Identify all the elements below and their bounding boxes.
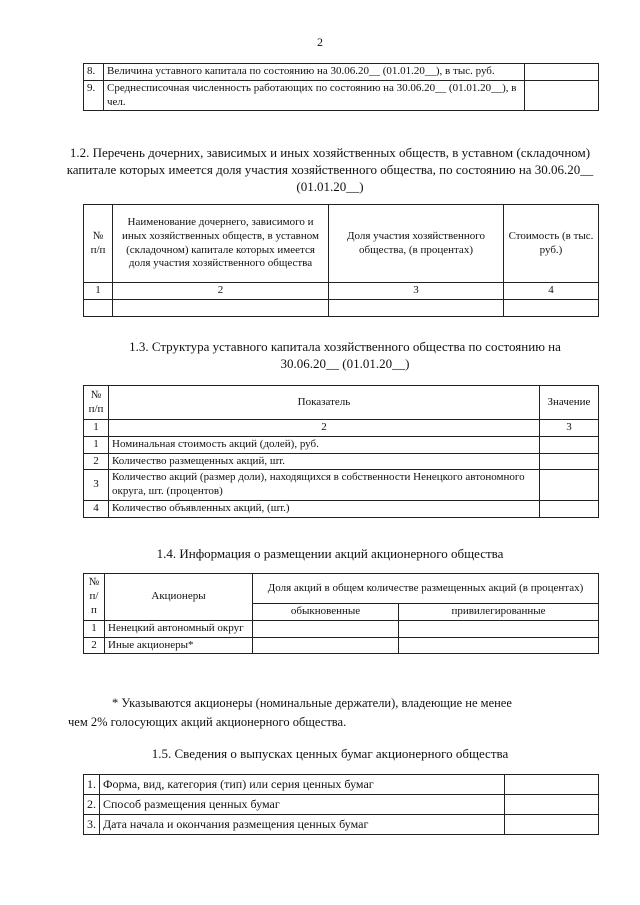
empty-cell (113, 299, 329, 316)
header-shareholders: Акционеры (105, 574, 253, 621)
page-number: 2 (317, 35, 323, 49)
empty-cell (329, 299, 504, 316)
table-row (84, 637, 599, 654)
row-label: Форма, вид, категория (тип) или серия ценных бумаг (100, 775, 505, 795)
column-number: 2 (109, 420, 540, 437)
row-preferred (399, 620, 599, 637)
table-row (84, 500, 599, 517)
row-value (525, 80, 599, 111)
header-row (84, 574, 599, 604)
footnote-line: * Указываются акционеры (номинальные держатели), владеющие не менее (112, 696, 512, 710)
column-number-row (84, 420, 599, 437)
row-label: Количество объявленных акций, (шт.) (109, 500, 540, 517)
row-label: Среднесписочная численность работающих по состоянию на 30.06.20__ (01.01.20__), в чел. (104, 80, 525, 111)
section-1-5-heading: 1.5. Сведения о выпусках ценных бумаг акционерного общества (151, 746, 509, 761)
row-number: 8. (84, 64, 104, 81)
header-preferred: привилегированные (399, 604, 599, 621)
row-preferred (399, 637, 599, 654)
row-number: 2 (84, 453, 109, 470)
column-number: 1 (84, 283, 113, 300)
header-num: № п/п (84, 574, 105, 621)
row-value (540, 436, 599, 453)
column-number: 2 (113, 283, 329, 300)
header-ordinary: обыкновенные (253, 604, 399, 621)
header-row (84, 205, 599, 283)
table-row (84, 470, 599, 501)
row-value (505, 815, 599, 835)
column-number: 3 (329, 283, 504, 300)
table-row (84, 64, 599, 81)
footnote (68, 694, 598, 732)
header-name: Наименование дочернего, зависимого и иных хозяйственных обществ, в уставном (складочном) капитале которых имеется доля участия хозяйственного общества (113, 205, 329, 283)
header-share-group: Доля акций в общем количестве размещенных акций (в процентах) (253, 574, 599, 604)
header-num: № п/п (84, 386, 109, 420)
row-value (505, 795, 599, 815)
table-row (84, 453, 599, 470)
header-value: Стоимость (в тыс. руб.) (504, 205, 599, 283)
table-row (84, 795, 599, 815)
table-row (84, 775, 599, 795)
row-number: 2. (84, 795, 100, 815)
row-label: Ненецкий автономный округ (105, 620, 253, 637)
row-label: Номинальная стоимость акций (долей), руб. (109, 436, 540, 453)
header-indicator: Показатель (109, 386, 540, 420)
section-1-4-heading: 1.4. Информация о размещении акций акционерного общества (156, 546, 504, 561)
row-number: 3 (84, 470, 109, 501)
row-label: Иные акционеры* (105, 637, 253, 654)
row-number: 1. (84, 775, 100, 795)
row-value (540, 470, 599, 501)
header-share: Доля участия хозяйственного общества, (в процентах) (329, 205, 504, 283)
row-number: 3. (84, 815, 100, 835)
row-number: 1 (84, 436, 109, 453)
row-value (525, 64, 599, 81)
row-label: Величина уставного капитала по состоянию на 30.06.20__ (01.01.20__), в тыс. руб. (104, 64, 525, 81)
row-value (540, 453, 599, 470)
table-row (84, 80, 599, 111)
table-row (84, 620, 599, 637)
row-label: Количество акций (размер доли), находящихся в собственности Ненецкого автономного округа, шт. (процентов) (109, 470, 540, 501)
row-ordinary (253, 637, 399, 654)
table-row (84, 436, 599, 453)
row-number: 1 (84, 620, 105, 637)
shares-placement-table (83, 573, 599, 654)
row-label: Количество размещенных акций, шт. (109, 453, 540, 470)
securities-table (83, 774, 599, 835)
row-number: 9. (84, 80, 104, 111)
row-value (505, 775, 599, 795)
row-ordinary (253, 620, 399, 637)
header-num: № п/п (84, 205, 113, 283)
capital-table (83, 63, 599, 111)
row-label: Дата начала и окончания размещения ценных бумаг (100, 815, 505, 835)
table-row (84, 815, 599, 835)
column-number: 3 (540, 420, 599, 437)
footnote-line: чем 2% голосующих акций акционерного общества. (68, 715, 347, 729)
row-number: 2 (84, 637, 105, 654)
section-1-3-heading: 1.3. Структура уставного капитала хозяйственного общества по состоянию на 30.06.20__ (01.01.20__) (129, 339, 561, 371)
subsidiaries-table (83, 204, 599, 317)
row-value (540, 500, 599, 517)
row-label: Способ размещения ценных бумаг (100, 795, 505, 815)
empty-row (84, 299, 599, 316)
capital-structure-table (83, 385, 599, 518)
column-number: 4 (504, 283, 599, 300)
column-number-row (84, 283, 599, 300)
column-number: 1 (84, 420, 109, 437)
header-value: Значение (540, 386, 599, 420)
empty-cell (504, 299, 599, 316)
row-number: 4 (84, 500, 109, 517)
header-row (84, 386, 599, 420)
empty-cell (84, 299, 113, 316)
section-1-2-heading: 1.2. Перечень дочерних, зависимых и иных хозяйственных обществ, в уставном (складочном) капитале которых имеется доля участия хозяйственного общества, по состоянию на 30.06.20__ (01.01.20__) (66, 145, 594, 194)
